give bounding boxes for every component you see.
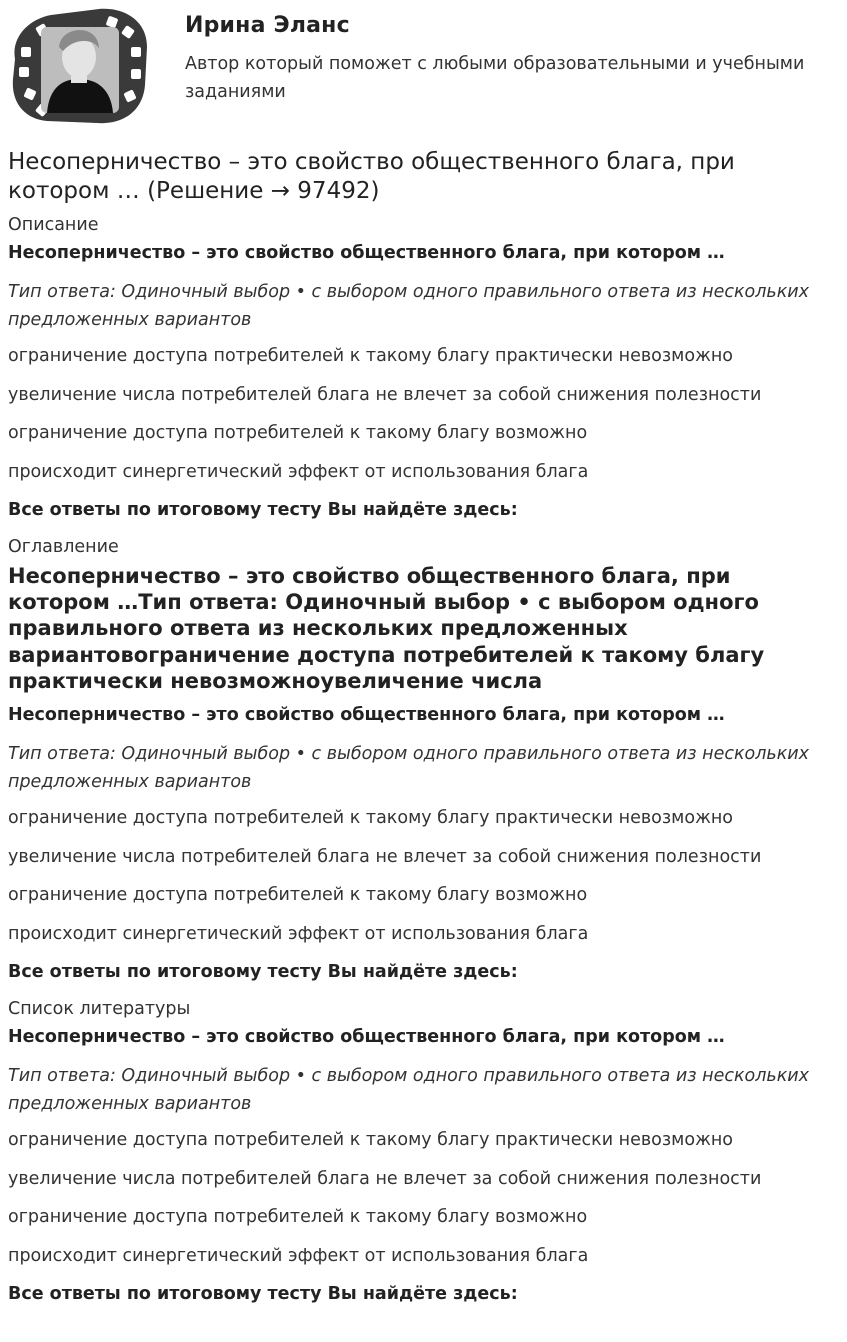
- answer-option: увеличение числа потребителей блага не влечет за собой снижения полезности: [8, 846, 762, 867]
- answer-option: ограничение доступа потребителей к такому благу практически невозможно: [8, 1130, 734, 1151]
- all-answers-note: Все ответы по итоговому тесту Вы найдёте здесь:: [8, 500, 518, 520]
- author-avatar: [7, 7, 151, 126]
- answer-option: увеличение числа потребителей блага не влечет за собой снижения полезности: [8, 384, 762, 405]
- answer-option: ограничение доступа потребителей к такому благу практически невозможно: [8, 808, 734, 829]
- answer-option: увеличение числа потребителей блага не влечет за собой снижения полезности: [8, 1168, 762, 1189]
- author-card: [0, 0, 847, 130]
- section-label-literature: Список литературы: [8, 999, 191, 1020]
- author-description: Автор который поможет с любыми образовательными и учебными заданиями: [185, 54, 805, 102]
- all-answers-note: Все ответы по итоговому тесту Вы найдёте здесь:: [8, 1284, 518, 1305]
- section-label-toc: Оглавление: [8, 537, 119, 557]
- toc-heading: Несоперничество – это свойство общественного блага, при котором …Тип ответа: Одиночный выбор • с выбором одного правильного ответа из нескольких предложенных вариантовограничение доступа потребителей к такому благу практически невозможноувеличение числа: [8, 564, 765, 693]
- answer-option: происходит синергетический эффект от использования блага: [8, 1245, 589, 1266]
- answer-type: Тип ответа: Одиночный выбор • с выбором одного правильного ответа из нескольких предложенных вариантов: [8, 282, 810, 330]
- author-name: Ирина Эланс: [185, 13, 350, 38]
- question-text: Несоперничество – это свойство общественного блага, при котором …: [8, 243, 725, 263]
- answer-option: происходит синергетический эффект от использования блага: [8, 923, 589, 944]
- answer-option: ограничение доступа потребителей к такому благу возможно: [8, 885, 588, 906]
- answer-option: ограничение доступа потребителей к такому благу возможно: [8, 423, 588, 443]
- all-answers-note: Все ответы по итоговому тесту Вы найдёте здесь:: [8, 962, 518, 983]
- answer-option: ограничение доступа потребителей к такому благу возможно: [8, 1207, 588, 1228]
- answer-option: ограничение доступа потребителей к такому благу практически невозможно: [8, 346, 734, 366]
- answer-option: происходит синергетический эффект от использования блага: [8, 461, 589, 482]
- answer-type: Тип ответа: Одиночный выбор • с выбором одного правильного ответа из нескольких предложенных вариантов: [8, 744, 810, 793]
- section-label-description: Описание: [8, 215, 99, 235]
- question-text: Несоперничество – это свойство общественного блага, при котором …: [8, 1027, 725, 1048]
- answer-type: Тип ответа: Одиночный выбор • с выбором одного правильного ответа из нескольких предложенных вариантов: [8, 1066, 810, 1115]
- main-content: [8, 148, 838, 1320]
- question-text: Несоперничество – это свойство общественного блага, при котором …: [8, 705, 725, 726]
- page-title: Несоперничество – это свойство общественного блага, при котором … (Решение → 97492): [8, 149, 735, 204]
